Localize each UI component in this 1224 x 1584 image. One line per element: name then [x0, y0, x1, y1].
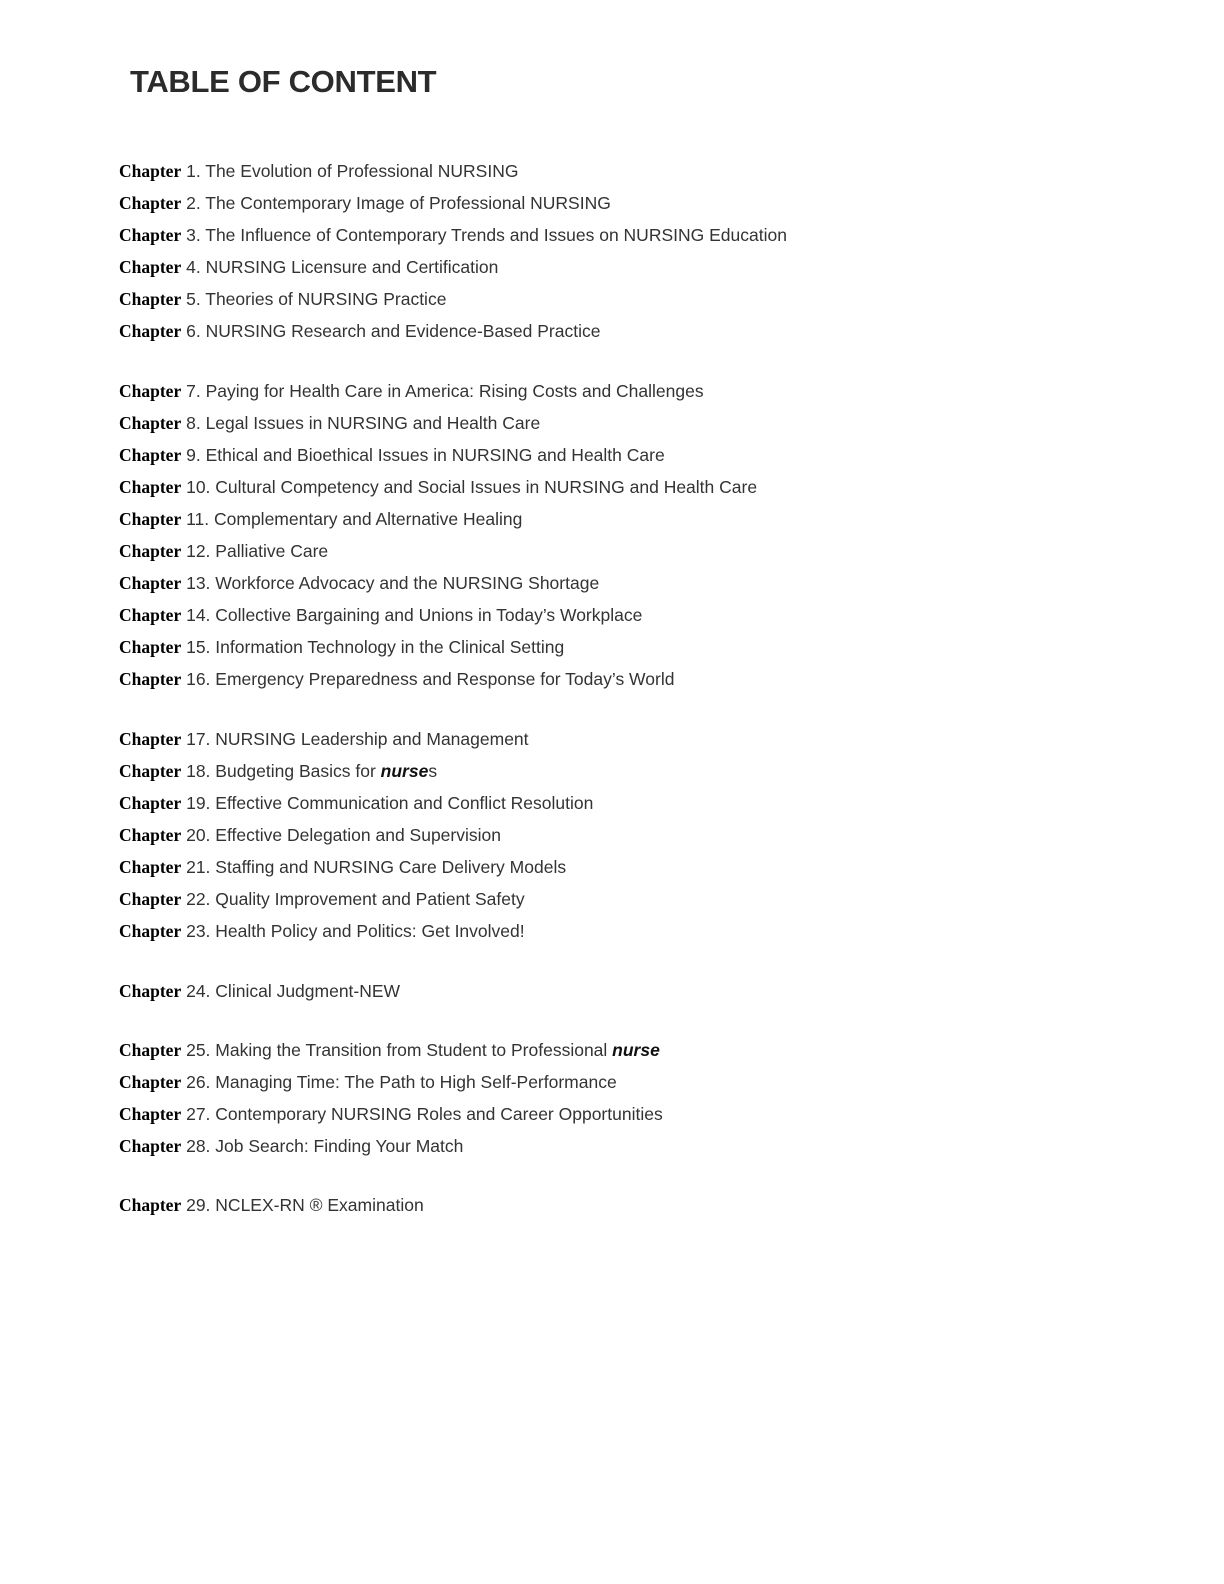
chapter-number: 7.	[186, 381, 201, 401]
chapter-title-emphasis: nurse	[380, 761, 429, 781]
toc-entry	[119, 856, 566, 878]
toc-entry	[119, 1135, 463, 1157]
chapter-label: Chapter	[119, 637, 182, 657]
chapter-title: The Evolution of Professional NURSING	[205, 161, 519, 181]
chapter-number: 18.	[186, 761, 211, 781]
toc-entry	[119, 792, 593, 814]
chapter-label: Chapter	[119, 921, 182, 941]
chapter-label: Chapter	[119, 509, 182, 529]
toc-entry	[119, 1039, 660, 1061]
toc-entry	[119, 192, 611, 214]
chapter-title: Staffing and NURSING Care Delivery Models	[215, 857, 567, 877]
chapter-number: 14.	[186, 605, 211, 625]
toc-entry	[119, 256, 498, 278]
chapter-number: 29.	[186, 1195, 211, 1215]
chapter-title: Paying for Health Care in America: Rising Costs and Challenges	[205, 381, 704, 401]
chapter-number: 12.	[186, 541, 211, 561]
chapter-label: Chapter	[119, 793, 182, 813]
chapter-title: Budgeting Basics for	[215, 761, 381, 781]
toc-entry	[119, 920, 525, 942]
chapter-label: Chapter	[119, 381, 182, 401]
chapter-number: 25.	[186, 1040, 211, 1060]
chapter-title: Legal Issues in NURSING and Health Care	[205, 413, 541, 433]
toc-entry	[119, 412, 540, 434]
chapter-number: 15.	[186, 637, 211, 657]
chapter-label: Chapter	[119, 225, 182, 245]
chapter-label: Chapter	[119, 729, 182, 749]
toc-entry	[119, 476, 757, 498]
chapter-number: 3.	[186, 225, 201, 245]
chapter-label: Chapter	[119, 669, 182, 689]
chapter-number: 1.	[186, 161, 201, 181]
toc-entry	[119, 728, 529, 750]
chapter-label: Chapter	[119, 1195, 182, 1215]
chapter-label: Chapter	[119, 1104, 182, 1124]
chapter-label: Chapter	[119, 605, 182, 625]
chapter-number: 17.	[186, 729, 211, 749]
chapter-number: 20.	[186, 825, 211, 845]
chapter-title: Ethical and Bioethical Issues in NURSING and Health Care	[205, 445, 665, 465]
chapter-title: Information Technology in the Clinical Setting	[215, 637, 565, 657]
toc-entry	[119, 824, 501, 846]
chapter-title: Contemporary NURSING Roles and Career Opportunities	[215, 1104, 663, 1124]
chapter-number: 19.	[186, 793, 211, 813]
chapter-label: Chapter	[119, 981, 182, 1001]
chapter-label: Chapter	[119, 857, 182, 877]
chapter-title: Clinical Judgment-NEW	[215, 981, 401, 1001]
chapter-label: Chapter	[119, 413, 182, 433]
chapter-title-emphasis: nurse	[612, 1040, 660, 1060]
toc-entry	[119, 380, 704, 402]
chapter-number: 26.	[186, 1072, 211, 1092]
toc-entry	[119, 508, 522, 530]
chapter-title: Effective Delegation and Supervision	[215, 825, 501, 845]
chapter-label: Chapter	[119, 1136, 182, 1156]
chapter-label: Chapter	[119, 1040, 182, 1060]
table-of-contents	[119, 0, 1119, 1584]
chapter-title-suffix: s	[428, 761, 438, 781]
toc-entry	[119, 604, 642, 626]
toc-entry	[119, 636, 564, 658]
chapter-number: 4.	[186, 257, 201, 277]
chapter-title: The Influence of Contemporary Trends and Issues on NURSING Education	[205, 225, 787, 245]
chapter-label: Chapter	[119, 1072, 182, 1092]
toc-entry	[119, 1071, 617, 1093]
chapter-number: 24.	[186, 981, 211, 1001]
toc-entry	[119, 160, 518, 182]
chapter-title: Workforce Advocacy and the NURSING Shortage	[215, 573, 600, 593]
chapter-number: 5.	[186, 289, 201, 309]
chapter-number: 2.	[186, 193, 201, 213]
chapter-number: 21.	[186, 857, 211, 877]
chapter-number: 23.	[186, 921, 211, 941]
chapter-title: Managing Time: The Path to High Self-Performance	[215, 1072, 617, 1092]
chapter-title: NURSING Leadership and Management	[215, 729, 529, 749]
chapter-number: 6.	[186, 321, 201, 341]
chapter-number: 28.	[186, 1136, 211, 1156]
chapter-label: Chapter	[119, 321, 182, 341]
chapter-number: 10.	[186, 477, 211, 497]
chapter-title: Theories of NURSING Practice	[205, 289, 447, 309]
chapter-number: 9.	[186, 445, 201, 465]
chapter-number: 11.	[186, 509, 210, 529]
chapter-label: Chapter	[119, 193, 182, 213]
page-title: TABLE OF CONTENT	[130, 64, 437, 99]
chapter-title: Collective Bargaining and Unions in Today’s Workplace	[215, 605, 643, 625]
chapter-title: Palliative Care	[215, 541, 329, 561]
toc-entry	[119, 288, 446, 310]
chapter-title: The Contemporary Image of Professional NURSING	[205, 193, 611, 213]
chapter-number: 13.	[186, 573, 211, 593]
toc-entry	[119, 444, 665, 466]
chapter-label: Chapter	[119, 257, 182, 277]
chapter-number: 22.	[186, 889, 211, 909]
chapter-title: Making the Transition from Student to Professional	[215, 1040, 613, 1060]
toc-entry	[119, 1194, 424, 1216]
chapter-title: NCLEX-RN ® Examination	[215, 1195, 424, 1215]
chapter-label: Chapter	[119, 161, 182, 181]
chapter-title: Complementary and Alternative Healing	[214, 509, 523, 529]
chapter-title: NURSING Licensure and Certification	[205, 257, 499, 277]
chapter-label: Chapter	[119, 541, 182, 561]
chapter-label: Chapter	[119, 889, 182, 909]
chapter-title: NURSING Research and Evidence-Based Practice	[205, 321, 601, 341]
chapter-number: 27.	[186, 1104, 211, 1124]
toc-entry	[119, 320, 600, 342]
toc-entry	[119, 572, 599, 594]
chapter-number: 16.	[186, 669, 211, 689]
chapter-label: Chapter	[119, 825, 182, 845]
chapter-label: Chapter	[119, 477, 182, 497]
toc-entry	[119, 760, 437, 782]
chapter-label: Chapter	[119, 445, 182, 465]
chapter-label: Chapter	[119, 761, 182, 781]
toc-entry	[119, 224, 787, 246]
toc-entry	[119, 980, 400, 1002]
chapter-title: Emergency Preparedness and Response for Today’s World	[215, 669, 675, 689]
chapter-title: Effective Communication and Conflict Resolution	[215, 793, 594, 813]
chapter-title: Health Policy and Politics: Get Involved!	[215, 921, 525, 941]
chapter-title: Cultural Competency and Social Issues in NURSING and Health Care	[215, 477, 758, 497]
chapter-title: Job Search: Finding Your Match	[215, 1136, 464, 1156]
toc-entry	[119, 540, 328, 562]
chapter-number: 8.	[186, 413, 201, 433]
chapter-label: Chapter	[119, 573, 182, 593]
toc-entry	[119, 888, 525, 910]
toc-entry	[119, 1103, 663, 1125]
chapter-title: Quality Improvement and Patient Safety	[215, 889, 525, 909]
chapter-label: Chapter	[119, 289, 182, 309]
toc-entry	[119, 668, 674, 690]
